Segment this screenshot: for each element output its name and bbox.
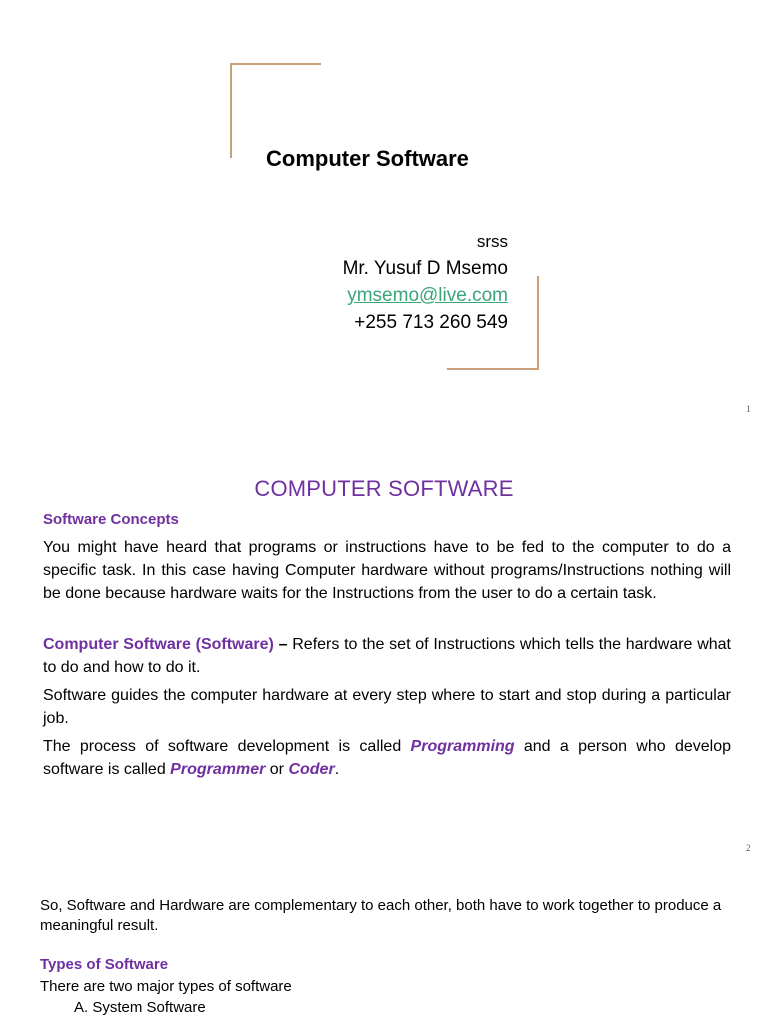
decor-line-bottom-horizontal [447, 368, 539, 370]
decor-line-bottom-vertical [537, 276, 539, 370]
keyword-programming: Programming [410, 738, 515, 755]
section-heading: Software Concepts [43, 511, 179, 528]
text-fragment: . [334, 761, 340, 778]
definition-paragraph [43, 633, 731, 679]
slide-heading: COMPUTER SOFTWARE [254, 476, 514, 501]
definition-term: Computer Software (Software) [43, 636, 274, 653]
subtitle: srss [476, 232, 508, 251]
page-title: Computer Software [266, 146, 469, 171]
decor-line-top-vertical [230, 63, 232, 158]
programming-paragraph [43, 735, 731, 781]
email-link[interactable]: ymsemo@live.com [347, 285, 508, 306]
keyword-coder: Coder [288, 761, 335, 778]
list-item: A. System Software [74, 999, 206, 1016]
phone-number: +255 713 260 549 [354, 312, 508, 333]
text-fragment: The process of software development is called [43, 738, 411, 755]
text-fragment: or [265, 761, 289, 778]
paragraph: There are two major types of software [40, 978, 292, 995]
text-fragment: and a person who develop software is called [43, 738, 732, 778]
paragraph: You might have heard that programs or instructions have to be fed to the computer to do a specific task. In this case having Computer hardware without programs/Instructions nothing will be done because hardware waits for the Instructions from the user to do a certain task. [43, 539, 731, 602]
page-number: 1 [746, 404, 751, 414]
author-name: Mr. Yusuf D Msemo [342, 258, 508, 279]
definition-text: Refers to the set of Instructions which tells the hardware what to do and how to do it. [43, 636, 731, 676]
definition-dash: – [273, 636, 293, 653]
paragraph: Software guides the computer hardware at every step where to start and stop during a particular job. [43, 687, 731, 727]
paragraph: So, Software and Hardware are complementary to each other, both have to work together to produce a meaningful result. [40, 897, 722, 934]
page-number: 2 [746, 843, 751, 853]
author-block [343, 228, 508, 336]
section-heading: Types of Software [40, 956, 169, 973]
decor-line-top-horizontal [230, 63, 321, 65]
keyword-programmer: Programmer [170, 761, 266, 778]
